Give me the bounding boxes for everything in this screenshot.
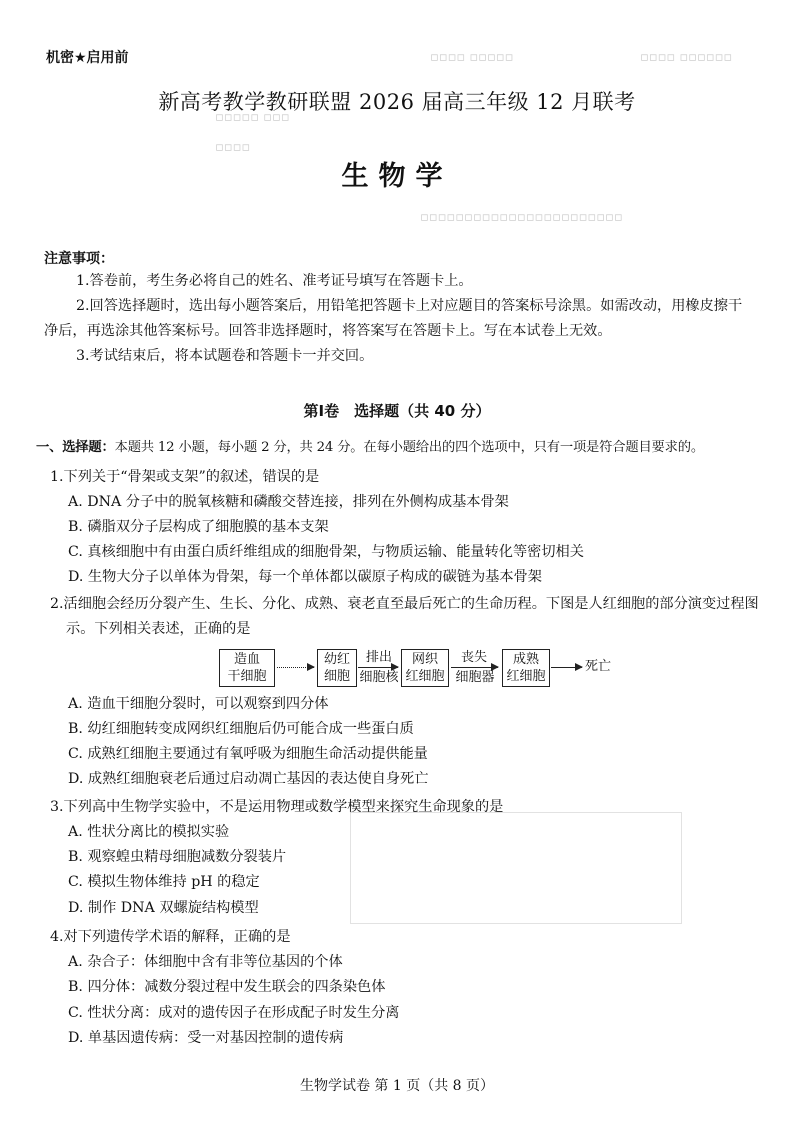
label-lose-organelles-bottom: 细胞器: [455, 670, 495, 685]
question-4-option-a: A. 杂合子：体细胞中含有非等位基因的个体: [68, 954, 343, 970]
question-1-option-c: C. 真核细胞中有由蛋白质纤维组成的细胞骨架，与物质运输、能量转化等密切相关: [68, 544, 584, 560]
box-proerythroblast: [317, 649, 357, 687]
question-4-option-d: D. 单基因遗传病：受一对基因控制的遗传病: [68, 1030, 344, 1046]
box-text: 红细胞: [506, 669, 546, 684]
exam-title: 新高考教学教研联盟 2026 届高三年级 12 月联考: [158, 90, 636, 114]
note-item: 2.回答选择题时，选出每小题答案后，用铅笔把答题卡上对应题目的答案标号涂黑。如需改动，用橡皮擦干净后，再选涂其他答案标号。回答非选择题时，将答案写在答题卡上。写在本试卷上无效。: [44, 298, 743, 339]
question-1-option-b: B. 磷脂双分子层构成了细胞膜的基本支架: [68, 519, 329, 535]
instruction-body: 本题共 12 小题，每小题 2 分，共 24 分。在每小题给出的四个选项中，只有一项是符合题目要求的。: [114, 440, 704, 455]
question-3-option-a: A. 性状分离比的模拟实验: [68, 824, 230, 840]
arrow: [451, 667, 498, 668]
question-2-option-c: C. 成熟红细胞主要通过有氧呼吸为细胞生命活动提供能量: [68, 746, 428, 762]
label-expel-nucleus-top: 排出: [365, 650, 392, 665]
question-4-option-c: C. 性状分离：成对的遗传因子在形成配子时发生分离: [68, 1005, 400, 1021]
subject-title: 生物学: [341, 161, 453, 192]
bleed-through-text: ▫▫▫▫: [215, 140, 251, 155]
box-text: 幼红: [323, 652, 350, 667]
section-instruction: [36, 438, 766, 458]
question-3-option-d: D. 制作 DNA 双螺旋结构模型: [68, 900, 259, 916]
question-3-option-c: C. 模拟生物体维持 pH 的稳定: [68, 874, 260, 890]
question-3-option-b: B. 观察蝗虫精母细胞减数分裂装片: [68, 849, 287, 865]
question-2-option-d: D. 成熟红细胞衰老后通过启动凋亡基因的表达使自身死亡: [68, 771, 429, 787]
question-1-option-a: A. DNA 分子中的脱氧核糖和磷酸交替连接，排列在外侧构成基本骨架: [68, 494, 509, 510]
question-4-option-b: B. 四分体：减数分裂过程中发生联会的四条染色体: [68, 979, 386, 995]
box-text: 成熟: [512, 652, 539, 667]
box-reticulocyte: [401, 649, 449, 687]
bleed-through-figure: [350, 812, 682, 924]
question-3-stem: 3.下列高中生物学实验中，不是运用物理或数学模型来探究生命现象的是: [50, 799, 504, 815]
arrow: [551, 667, 582, 668]
box-text: 造血: [233, 652, 260, 667]
note-item: 1.答卷前，考生务必将自己的姓名、准考证号填写在答题卡上。: [76, 273, 473, 289]
bleed-through-text: ▫▫▫▫ ▫▫▫▫▫▫: [640, 50, 733, 65]
label-death: 死亡: [585, 659, 612, 674]
arrow: [358, 667, 398, 668]
label-expel-nucleus-bottom: 细胞核: [359, 670, 399, 685]
confidential-label: 机密★启用前: [46, 50, 129, 66]
bleed-through-text: ▫▫▫▫▫▫▫▫▫▫▫▫▫▫▫▫▫▫▫▫▫▫▫: [420, 210, 623, 225]
section-title: 第Ⅰ卷 选择题（共 40 分）: [303, 402, 491, 420]
dotted-arrow: [277, 667, 314, 668]
page-footer: 生物学试卷 第 1 页（共 8 页）: [299, 1078, 495, 1094]
bleed-through-text: ▫▫▫▫ ▫▫▫▫▫: [430, 50, 514, 65]
question-2-stem: 2.活细胞会经历分裂产生、生长、分化、成熟、衰老直至最后死亡的生命历程。下图是人红细胞的部分演变过程图示。下列相关表述，正确的是: [50, 596, 759, 637]
instruction-head: 一、选择题：: [36, 440, 115, 455]
note-item: 3.考试结束后，将本试题卷和答题卡一并交回。: [76, 348, 374, 364]
box-text: 细胞: [323, 669, 350, 684]
question-2-option-a: A. 造血干细胞分裂时，可以观察到四分体: [68, 696, 329, 712]
question-1-option-d: D. 生物大分子以单体为骨架，每一个单体都以碳原子构成的碳链为基本骨架: [68, 569, 542, 585]
label-lose-organelles-top: 丧失: [460, 650, 487, 665]
question-1-stem: 1.下列关于“骨架或支架”的叙述，错误的是: [50, 469, 320, 485]
notes-heading: 注意事项：: [44, 251, 114, 267]
box-text: 红细胞: [405, 669, 445, 684]
box-text: 网织: [411, 652, 438, 667]
question-2-option-b: B. 幼红细胞转变成网织红细胞后仍可能合成一些蛋白质: [68, 721, 414, 737]
bleed-through-text: ▫▫▫▫▫ ▫▫▫: [215, 110, 290, 125]
box-text: 干细胞: [227, 669, 267, 684]
box-mature-erythrocyte: [502, 649, 550, 687]
question-4-stem: 4.对下列遗传学术语的解释，正确的是: [50, 929, 291, 945]
box-hematopoietic-stem-cell: [219, 649, 275, 687]
